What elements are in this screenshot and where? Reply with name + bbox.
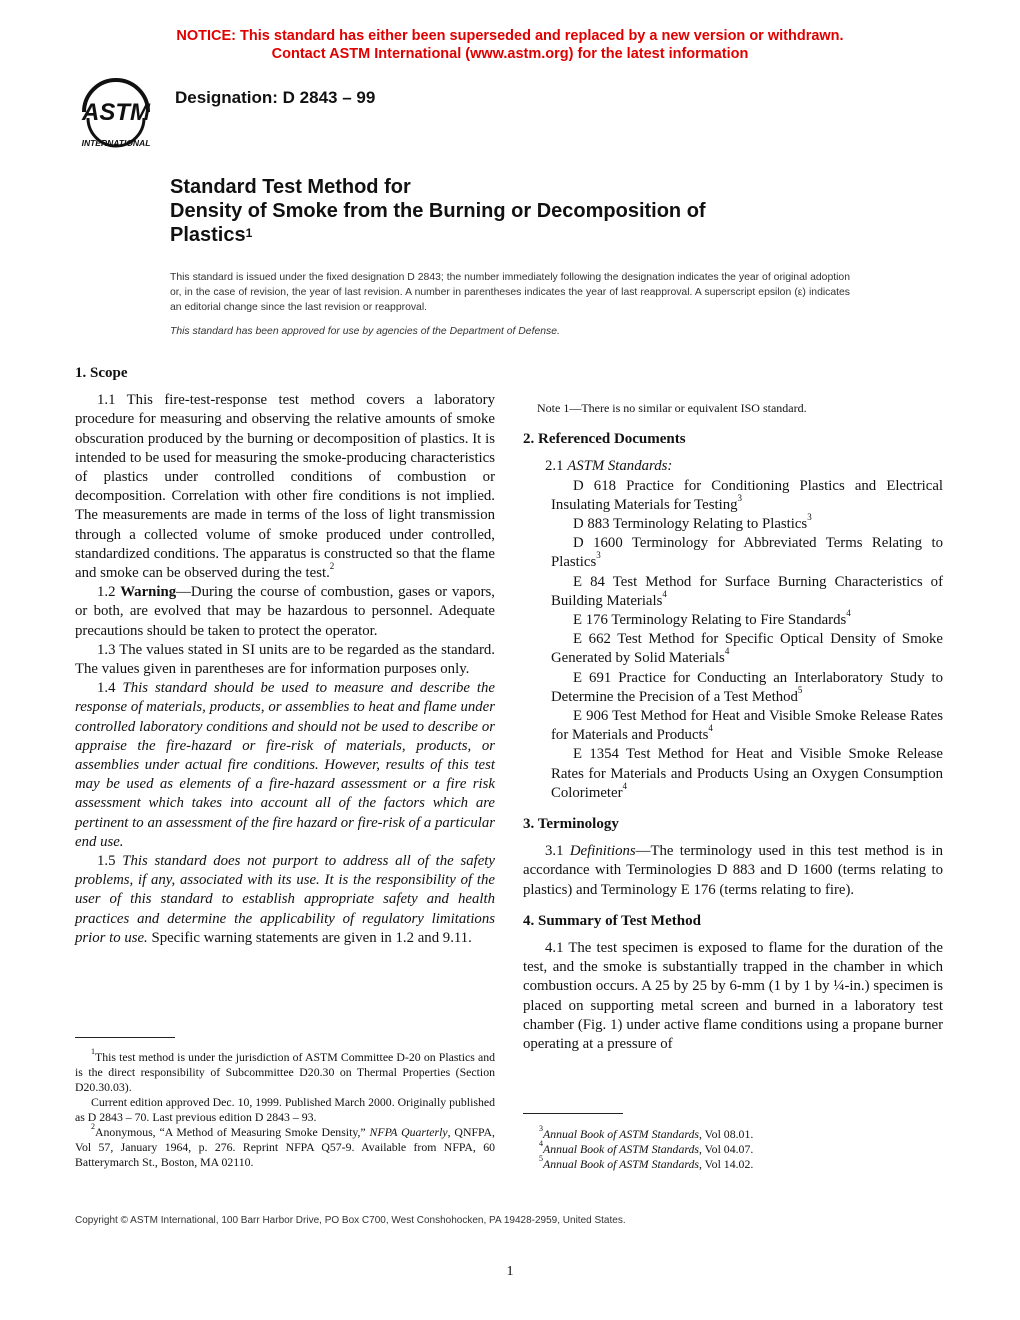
issuance-statement: This standard is issued under the fixed designation D 2843; the number immediately following the designation indicates the year of original adoption or, in the case of revision, the year of last revision. A number in parentheses indicates the year of last reapproval. A superscript epsilon (ε) indicates an editorial change since the last revision or reapproval. (170, 272, 850, 313)
footnote-rule-right (523, 1113, 623, 1114)
referenced-documents-heading: 2. Referenced Documents (523, 431, 686, 448)
para-1-1 (75, 391, 495, 583)
designation: Designation: D 2843 – 99 (175, 88, 376, 107)
title-line-2: Density of Smoke from the Burning or Decomposition of (170, 200, 706, 222)
footnote-volume: , Vol 04.07. (698, 1142, 754, 1156)
para-3-1-text: —The terminology used in this test method is in accordance with Terminologies D 883 and D 1600 (terms relating to plastics) and Terminology E 176 (terms relating to fire). (523, 843, 944, 898)
reference-footnote-ref: 4 (708, 723, 713, 734)
reference-item (523, 707, 943, 745)
footnote-volume: , Vol 14.02. (698, 1157, 754, 1171)
footnote-volume: , Vol 08.01. (698, 1127, 754, 1141)
title-line-1: Standard Test Method for (170, 176, 411, 198)
footnote-2-text-b: , QNFPA, Vol 57, January 1964, p. 276. Reprint NFPA Q57-9. Available from NFPA, 60 Batterymarch St., Boston, MA 02110. (75, 1125, 495, 1169)
footnote-2 (75, 1122, 495, 1170)
para-1-5-italic: This standard does not purport to address all of the safety problems, if any, associated with its use. It is the responsibility of the user of this standard to establish appropriate safety and health practices and determine the applicability of regulatory limitations prior to use. (75, 853, 495, 946)
right-column (523, 364, 943, 1054)
reference-footnote-ref: 5 (797, 684, 803, 695)
reference-text: E 662 Test Method for Specific Optical Density of Smoke Generated by Solid Materials (551, 631, 943, 667)
reference-text: E 84 Test Method for Surface Burning Characteristics of Building Materials (551, 573, 943, 609)
footnote-right-item (523, 1124, 943, 1142)
reference-item (523, 477, 943, 515)
para-1-4 (75, 679, 495, 852)
reference-item (523, 608, 943, 630)
footnote-mark: 3 (539, 1124, 543, 1133)
definitions-term: Definitions (569, 843, 636, 860)
footnote-1-text: This test method is under the jurisdiction of ASTM Committee D-20 on Plastics and is the direct responsibility of Subcommittee D20.30 on Thermal Properties (Section D20.30.03). (75, 1050, 495, 1094)
logo-subtitle: INTERNATIONAL (81, 138, 151, 148)
para-1-2-text: —During the course of combustion, gases or vapors, or both, are evolved that may be hazardous to personnel. Adequate precautions should be taken to protect the operator. (75, 584, 496, 639)
astm-standards-num: 2.1 (545, 458, 568, 475)
reference-footnote-ref: 3 (596, 550, 601, 561)
para-1-4-text: This standard should be used to measure and describe the response of materials, products, or assemblies to heat and flame under controlled laboratory conditions and should not be used to describe or appraise the fire-hazard or fire-risk of materials, products, or assemblies under actual fire conditions. However, results of this test may be used as elements of a fire-hazard assessment or a fire risk assessment which takes into account all of the factors which are pertinent to an assessment of the fire hazard or fire-risk of a particular end use. (75, 680, 495, 850)
notice-line-1: NOTICE: This standard has either been superseded and replaced by a new version or withdrawn. (176, 28, 844, 44)
footnote-book-title: Annual Book of ASTM Standards (543, 1142, 699, 1156)
footnote-ref-2: 2 (329, 561, 335, 572)
left-column (75, 364, 495, 948)
terminology-heading: 3. Terminology (523, 816, 619, 833)
footnote-1 (75, 1047, 495, 1095)
reference-item (523, 534, 943, 572)
reference-list (523, 477, 943, 803)
warning-label: Warning (120, 584, 177, 601)
footnote-2-journal: NFPA Quarterly (369, 1125, 448, 1139)
footnotes-right (523, 1124, 943, 1172)
dod-approval-statement: This standard has been approved for use by agencies of the Department of Defense. (170, 326, 560, 337)
reference-footnote-ref: 4 (622, 780, 627, 791)
reference-text: E 1354 Test Method for Heat and Visible Smoke Release Rates for Materials and Products Using an Oxygen Consumption Colorimeter (551, 746, 943, 801)
notice-line-2: Contact ASTM International (www.astm.org) for the latest information (271, 46, 749, 62)
reference-text: E 906 Test Method for Heat and Visible Smoke Release Rates for Materials and Products (551, 708, 943, 744)
footnote-mark: 4 (539, 1139, 543, 1148)
para-1-5-text: Specific warning statements are given in 1.2 and 9.11. (147, 929, 472, 946)
title-footnote-ref: 1 (245, 226, 253, 240)
page-number: 1 (506, 1264, 514, 1279)
footnote-book-title: Annual Book of ASTM Standards (543, 1127, 699, 1141)
footnote-mark: 5 (539, 1154, 543, 1163)
footnote-rule-left (75, 1037, 175, 1038)
astm-standards-label: ASTM Standards: (567, 458, 673, 475)
para-1-1-text: 1.1 This fire-test-response test method covers a laboratory procedure for measuring and observing the relative amounts of smoke obscuration produced by the burning or decomposition of plastics. It is intended to be used for measuring the smoke-producing characteristics of plastics under controlled conditions of combustion or decomposition. Correlation with other fire conditions is not implied. The measurements are made in terms of the loss of light transmission through a collected volume of smoke produced under controlled, standardized conditions. The apparatus is constructed so that the flame and smoke can be observed during the test. (75, 392, 495, 582)
para-1-2-num: 1.2 (97, 584, 121, 601)
reference-text: D 1600 Terminology for Abbreviated Terms Relating to Plastics (551, 535, 943, 571)
summary-heading: 4. Summary of Test Method (523, 912, 701, 929)
reference-item (523, 745, 943, 803)
reference-item (523, 630, 943, 668)
reference-text: D 883 Terminology Relating to Plastics (573, 516, 808, 533)
reference-footnote-ref: 4 (724, 646, 730, 657)
reference-item (523, 573, 943, 611)
footnote-right-item (523, 1139, 943, 1157)
reference-footnote-ref: 3 (807, 512, 812, 523)
reference-item (523, 512, 943, 534)
reference-text: E 691 Practice for Conducting an Interlaboratory Study to Determine the Precision of a Test Method (551, 669, 943, 705)
title-line-3 (170, 223, 870, 247)
copyright-line: Copyright © ASTM International, 100 Barr Harbor Drive, PO Box C700, West Conshohocken, PA 19428-2959, United States. (75, 1215, 626, 1226)
footnote-1-edition: Current edition approved Dec. 10, 1999. Published March 2000. Originally published as D 2843 – 70. Last previous edition D 2843 – 93. (75, 1095, 495, 1124)
footnote-1-mark: 1 (91, 1047, 95, 1056)
withdrawn-notice (0, 27, 1020, 63)
footnote-2-mark: 2 (91, 1122, 95, 1131)
title-line-3-text: Plastics (170, 224, 246, 246)
para-1-5-num: 1.5 (97, 853, 123, 870)
para-1-2 (75, 583, 495, 641)
document-title (170, 175, 870, 247)
note-1: Note 1—There is no similar or equivalent ISO standard. (537, 401, 807, 415)
para-1-3: 1.3 The values stated in SI units are to be regarded as the standard. The values given in parentheses are for information purposes only. (75, 641, 495, 678)
para-1-4-num: 1.4 (97, 680, 123, 697)
para-1-5 (75, 852, 495, 948)
reference-footnote-ref: 3 (737, 492, 742, 503)
footnote-2-text-a: Anonymous, “A Method of Measuring Smoke Density,” (95, 1125, 370, 1139)
para-3-1-num: 3.1 (545, 843, 570, 860)
astm-standards-sub (523, 457, 943, 476)
logo-letters: ASTM (82, 99, 150, 126)
astm-logo-icon (64, 74, 164, 154)
reference-footnote-ref: 4 (846, 608, 851, 619)
para-4-1: 4.1 The test specimen is exposed to flame for the duration of the test, and the smoke is substantially trapped in the chamber in which combustion occurs. A 25 by 25 by 6-mm (1 by 1 by ¼-in.) specimen is placed on supporting metal screen and burned in a laboratory test chamber (Fig. 1) under active flame conditions using a propane burner operating at a pressure of (523, 940, 943, 1053)
scope-heading: 1. Scope (75, 365, 128, 381)
footnotes-left (75, 1047, 495, 1170)
para-3-1 (523, 842, 943, 900)
reference-text: D 618 Practice for Conditioning Plastics and Electrical Insulating Materials for Testing (551, 477, 943, 513)
reference-item (523, 669, 943, 707)
reference-footnote-ref: 4 (662, 588, 667, 599)
footnote-right-item (523, 1154, 943, 1172)
footnote-book-title: Annual Book of ASTM Standards (543, 1157, 699, 1171)
reference-text: E 176 Terminology Relating to Fire Standards (573, 612, 847, 629)
